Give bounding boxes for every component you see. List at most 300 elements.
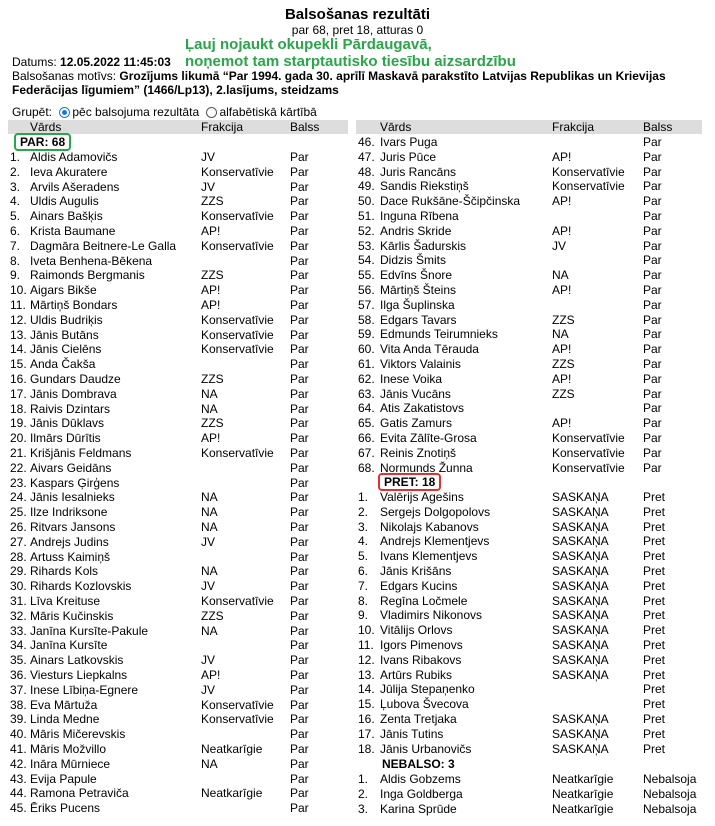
row-number: 2. bbox=[358, 786, 369, 801]
member-faction: Konservatīvie bbox=[201, 342, 274, 357]
member-name: Jānis Iesalnieks bbox=[30, 490, 115, 505]
member-vote: Par bbox=[290, 446, 309, 460]
row-number: 32. bbox=[10, 608, 27, 623]
member-faction: NA bbox=[201, 505, 218, 520]
member-name: Eva Mārtuža bbox=[30, 697, 98, 712]
member-name: Raivis Dzintars bbox=[30, 401, 111, 416]
member-vote: Par bbox=[290, 372, 309, 386]
member-name: Raimonds Bergmanis bbox=[30, 268, 145, 283]
par-count: PAR: 68 bbox=[14, 133, 71, 151]
member-name: Ivans Ribakovs bbox=[380, 652, 462, 667]
row-number: 38. bbox=[10, 697, 27, 712]
table-row bbox=[10, 387, 350, 402]
motive-text-cont: Federācijas līgumiem” (1466/Lp13), 2.lasījums, steidzams bbox=[12, 83, 339, 97]
table-row bbox=[358, 283, 704, 298]
member-faction: AP! bbox=[201, 283, 221, 298]
date-value: 12.05.2022 11:45:03 bbox=[60, 55, 171, 69]
row-number: 51. bbox=[358, 209, 375, 223]
row-number: 43. bbox=[10, 771, 27, 786]
member-faction: JV bbox=[201, 682, 216, 697]
col-faction-header: Frakcija bbox=[552, 120, 595, 134]
member-faction: JV bbox=[552, 238, 567, 253]
member-faction: NA bbox=[201, 386, 218, 401]
member-name: Iveta Benhena-Bēkena bbox=[30, 253, 153, 268]
table-row bbox=[358, 327, 704, 342]
member-vote: Par bbox=[643, 431, 662, 445]
row-number: 23. bbox=[10, 475, 27, 490]
member-faction: Konservatīvie bbox=[552, 179, 625, 194]
member-name: Ramona Petraviča bbox=[30, 786, 129, 801]
row-number: 55. bbox=[358, 268, 375, 283]
member-name: Gundars Daudze bbox=[30, 372, 121, 386]
member-vote: Par bbox=[290, 298, 309, 312]
table-row bbox=[358, 298, 704, 313]
member-vote: Par bbox=[643, 238, 662, 253]
row-number: 3. bbox=[10, 179, 21, 194]
member-name: Sandis Riekstiņš bbox=[380, 179, 469, 194]
member-name: Aivars Geidāns bbox=[30, 460, 112, 475]
member-faction: Neatkarīgie bbox=[552, 786, 614, 801]
table-row bbox=[358, 505, 704, 520]
table-row bbox=[358, 342, 704, 357]
group-by-result-radio[interactable] bbox=[59, 107, 70, 118]
page-title: Balsošanas rezultāti bbox=[284, 6, 431, 23]
row-number: 12. bbox=[358, 652, 375, 667]
row-number: 24. bbox=[10, 490, 27, 505]
row-number: 25. bbox=[10, 505, 27, 520]
group-alphabetical-radio[interactable] bbox=[206, 107, 217, 118]
table-row bbox=[10, 476, 350, 491]
table-row bbox=[10, 490, 350, 505]
row-number: 37. bbox=[10, 682, 27, 697]
member-vote: Par bbox=[290, 608, 309, 623]
member-name: Andrejs Judins bbox=[30, 534, 109, 549]
member-name: Jānis Tutins bbox=[380, 726, 444, 741]
member-faction: Konservatīvie bbox=[201, 238, 274, 253]
member-faction: ZZS bbox=[201, 194, 224, 209]
member-vote: Pret bbox=[643, 593, 666, 608]
group-par-header bbox=[14, 135, 71, 149]
member-vote: Par bbox=[643, 164, 662, 179]
member-vote: Par bbox=[643, 253, 662, 268]
table-row bbox=[10, 505, 350, 520]
member-vote: Pret bbox=[643, 741, 666, 756]
member-name: Didzis Šmits bbox=[380, 253, 447, 268]
table-row bbox=[10, 638, 350, 653]
table-row bbox=[358, 461, 704, 476]
group-nebalso-header bbox=[382, 757, 455, 771]
nebalso-count: NEBALSO: 3 bbox=[382, 757, 455, 771]
row-number: 6. bbox=[358, 564, 369, 578]
table-row bbox=[10, 150, 350, 165]
col-name-header: Vārds bbox=[380, 120, 412, 134]
col-vote-header: Balss bbox=[290, 120, 320, 134]
member-name: Inga Goldberga bbox=[380, 786, 463, 801]
member-faction: SASKAŅA bbox=[552, 608, 609, 623]
table-row bbox=[358, 727, 704, 742]
member-name: Vita Anda Tērauda bbox=[380, 342, 479, 357]
col-faction-header: Frakcija bbox=[201, 120, 244, 134]
member-name: Rihards Kozlovskis bbox=[30, 579, 132, 594]
member-name: Juris Pūce bbox=[380, 149, 437, 164]
table-row bbox=[10, 520, 350, 535]
member-name: Jānis Butāns bbox=[30, 327, 99, 342]
member-name: Vitālijs Orlovs bbox=[380, 623, 453, 638]
member-vote: Par bbox=[643, 371, 662, 386]
table-row bbox=[10, 535, 350, 550]
row-number: 35. bbox=[10, 653, 27, 668]
table-row bbox=[10, 165, 350, 180]
member-faction: SASKAŅA bbox=[552, 504, 609, 519]
row-number: 15. bbox=[10, 357, 27, 372]
member-vote: Pret bbox=[643, 638, 666, 652]
row-number: 39. bbox=[10, 712, 27, 727]
row-number: 50. bbox=[358, 194, 375, 209]
member-faction: NA bbox=[201, 564, 218, 579]
member-vote: Par bbox=[643, 386, 662, 401]
member-name: Regīna Ločmele bbox=[380, 593, 468, 608]
member-vote: Par bbox=[290, 268, 309, 283]
row-number: 10. bbox=[10, 283, 27, 298]
table-row bbox=[10, 328, 350, 343]
member-vote: Par bbox=[643, 149, 662, 164]
member-vote: Par bbox=[643, 297, 662, 312]
table-row bbox=[10, 727, 350, 742]
member-faction: ZZS bbox=[552, 357, 575, 371]
member-faction: JV bbox=[201, 653, 216, 668]
row-number: 14. bbox=[10, 342, 27, 357]
member-vote: Par bbox=[290, 697, 309, 712]
member-vote: Par bbox=[290, 668, 309, 682]
member-vote: Par bbox=[290, 209, 309, 224]
table-row bbox=[358, 564, 704, 579]
member-faction: SASKAŅA bbox=[552, 534, 609, 549]
row-number: 47. bbox=[358, 149, 375, 164]
table-row bbox=[10, 668, 350, 683]
member-name: Juris Rancāns bbox=[380, 164, 457, 179]
row-number: 16. bbox=[10, 372, 27, 386]
member-vote: Par bbox=[290, 756, 309, 771]
table-row bbox=[10, 209, 350, 224]
member-vote: Par bbox=[290, 475, 309, 490]
table-row bbox=[10, 224, 350, 239]
row-number: 30. bbox=[10, 579, 27, 594]
table-row bbox=[358, 416, 704, 431]
table-row bbox=[358, 179, 704, 194]
table-row bbox=[358, 712, 704, 727]
row-number: 1. bbox=[358, 772, 369, 786]
table-row bbox=[358, 253, 704, 268]
member-name: Aldis Adamovičs bbox=[30, 150, 118, 164]
table-row bbox=[10, 683, 350, 698]
member-name: Inguna Rībena bbox=[380, 209, 459, 223]
member-faction: ZZS bbox=[552, 386, 575, 401]
member-name: Atis Zakatistovs bbox=[380, 401, 465, 416]
member-faction: Konservatīvie bbox=[552, 460, 625, 475]
member-vote: Par bbox=[290, 283, 309, 298]
table-row bbox=[358, 194, 704, 209]
table-row bbox=[358, 638, 704, 653]
member-vote: Nebalsoja bbox=[643, 786, 697, 801]
member-name: Gatis Zamurs bbox=[380, 416, 453, 431]
member-name: Edvīns Šnore bbox=[380, 268, 453, 283]
row-number: 49. bbox=[358, 179, 375, 194]
member-faction: SASKAŅA bbox=[552, 667, 609, 682]
member-name: Kaspars Ģirģens bbox=[30, 475, 120, 490]
member-faction: NA bbox=[201, 520, 218, 534]
member-faction: SASKAŅA bbox=[552, 519, 609, 534]
row-number: 3. bbox=[358, 519, 369, 534]
vote-summary: par 68, pret 18, atturas 0 bbox=[291, 23, 424, 37]
table-row bbox=[10, 357, 350, 372]
date-line bbox=[12, 55, 171, 69]
row-number: 44. bbox=[10, 786, 27, 801]
annotation-line-2: noņemot tam starptautisko tiesību aizsardzību bbox=[185, 53, 516, 70]
motive-text: Grozījums likumā “Par 1994. gada 30. aprīlī Maskavā parakstīto Latvijas Republikas un Krievijas bbox=[119, 69, 666, 83]
row-number: 22. bbox=[10, 460, 27, 475]
member-faction: NA bbox=[201, 623, 218, 638]
member-faction: SASKAŅA bbox=[552, 638, 609, 652]
member-vote: Pret bbox=[643, 504, 666, 519]
member-faction: NA bbox=[552, 268, 569, 283]
member-vote: Par bbox=[290, 801, 309, 816]
member-vote: Pret bbox=[643, 534, 666, 549]
row-number: 16. bbox=[358, 712, 375, 726]
row-number: 17. bbox=[358, 726, 375, 741]
row-number: 46. bbox=[358, 135, 375, 149]
table-row bbox=[10, 372, 350, 387]
member-name: Rihards Kols bbox=[30, 564, 99, 579]
table-row bbox=[358, 534, 704, 549]
member-name: Viktors Valainis bbox=[380, 357, 461, 371]
member-faction: JV bbox=[201, 150, 216, 164]
table-row bbox=[358, 772, 704, 787]
table-row bbox=[10, 194, 350, 209]
member-name: Aigars Bikše bbox=[30, 283, 97, 298]
member-faction: JV bbox=[201, 534, 216, 549]
table-row bbox=[10, 786, 350, 801]
member-faction: AP! bbox=[552, 371, 572, 386]
member-vote: Par bbox=[290, 653, 309, 668]
table-row bbox=[358, 608, 704, 623]
member-faction: SASKAŅA bbox=[552, 726, 609, 741]
row-number: 6. bbox=[10, 224, 21, 238]
member-vote: Pret bbox=[643, 697, 666, 712]
member-name: Normunds Žunna bbox=[380, 460, 473, 475]
member-faction: Konservatīvie bbox=[201, 327, 274, 342]
member-faction: AP! bbox=[201, 431, 221, 446]
member-name: Ritvars Jansons bbox=[30, 520, 116, 534]
row-number: 26. bbox=[10, 520, 27, 534]
row-number: 13. bbox=[10, 327, 27, 342]
member-vote: Par bbox=[290, 194, 309, 209]
row-number: 31. bbox=[10, 594, 27, 608]
table-row bbox=[358, 653, 704, 668]
row-number: 65. bbox=[358, 416, 375, 431]
member-name: Reinis Znotiņš bbox=[380, 445, 457, 460]
member-faction: AP! bbox=[201, 224, 221, 238]
table-row bbox=[358, 490, 704, 505]
member-name: Karina Sprūde bbox=[380, 801, 457, 816]
member-vote: Par bbox=[290, 505, 309, 520]
row-number: 9. bbox=[358, 608, 369, 623]
table-row bbox=[10, 416, 350, 431]
member-faction: Konservatīvie bbox=[201, 697, 274, 712]
member-name: Sergejs Dolgopolovs bbox=[380, 504, 491, 519]
member-vote: Par bbox=[643, 135, 662, 149]
member-vote: Par bbox=[290, 786, 309, 801]
member-name: Janīna Kursīte bbox=[30, 638, 108, 653]
member-name: Dagmāra Beitnere-Le Galla bbox=[30, 238, 177, 253]
row-number: 3. bbox=[358, 801, 369, 816]
table-row bbox=[10, 757, 350, 772]
table-row bbox=[358, 401, 704, 416]
member-name: Janīna Kursīte-Pakule bbox=[30, 623, 149, 638]
member-vote: Par bbox=[290, 727, 309, 742]
row-number: 1. bbox=[10, 150, 21, 164]
member-faction: ZZS bbox=[201, 608, 224, 623]
row-number: 14. bbox=[358, 682, 375, 697]
member-faction: AP! bbox=[552, 149, 572, 164]
member-vote: Pret bbox=[643, 726, 666, 741]
table-row bbox=[358, 697, 704, 712]
member-vote: Par bbox=[643, 179, 662, 194]
member-faction: Neatkarīgie bbox=[201, 742, 263, 756]
member-vote: Par bbox=[290, 179, 309, 194]
member-vote: Par bbox=[290, 327, 309, 342]
member-name: Igors Pimenovs bbox=[380, 638, 463, 652]
member-vote: Par bbox=[290, 534, 309, 549]
group-alphabetical-label[interactable]: alfabētiskā kārtībā bbox=[219, 105, 317, 119]
member-name: Uldis Augulis bbox=[30, 194, 99, 209]
member-name: Jānis Cielēns bbox=[30, 342, 102, 357]
member-vote: Par bbox=[643, 223, 662, 238]
member-vote: Par bbox=[290, 771, 309, 786]
row-number: 12. bbox=[10, 312, 27, 327]
row-number: 27. bbox=[10, 534, 27, 549]
member-faction: SASKAŅA bbox=[552, 593, 609, 608]
member-name: Māris Možvillo bbox=[30, 742, 107, 756]
motive-line-2 bbox=[12, 83, 339, 97]
member-faction: ZZS bbox=[201, 268, 224, 283]
member-faction: Konservatīvie bbox=[552, 431, 625, 445]
member-name: Jūlija Stepaņenko bbox=[380, 682, 475, 697]
group-by-result-label[interactable]: pēc balsojuma rezultāta bbox=[72, 105, 200, 119]
row-number: 45. bbox=[10, 801, 27, 816]
row-number: 13. bbox=[358, 667, 375, 682]
table-row bbox=[10, 342, 350, 357]
member-name: Andrejs Klementjevs bbox=[380, 534, 490, 549]
table-row bbox=[10, 298, 350, 313]
member-faction: SASKAŅA bbox=[552, 490, 609, 504]
member-faction: ZZS bbox=[552, 312, 575, 327]
table-row bbox=[358, 224, 704, 239]
table-row bbox=[358, 742, 704, 757]
member-name: Valērijs Agešins bbox=[380, 490, 464, 504]
table-row bbox=[358, 549, 704, 564]
member-vote: Par bbox=[290, 164, 309, 179]
table-row bbox=[10, 431, 350, 446]
row-number: 15. bbox=[358, 697, 375, 712]
row-number: 18. bbox=[10, 401, 27, 416]
table-row bbox=[10, 446, 350, 461]
member-name: Linda Medne bbox=[30, 712, 100, 727]
row-number: 68. bbox=[358, 460, 375, 475]
member-vote: Par bbox=[290, 594, 309, 608]
row-number: 57. bbox=[358, 297, 375, 312]
row-number: 7. bbox=[10, 238, 21, 253]
member-name: Evita Zālīte-Grosa bbox=[380, 431, 477, 445]
table-row bbox=[358, 357, 704, 372]
table-row bbox=[10, 594, 350, 609]
row-number: 7. bbox=[358, 578, 369, 593]
row-number: 58. bbox=[358, 312, 375, 327]
row-number: 59. bbox=[358, 327, 375, 342]
member-vote: Par bbox=[290, 564, 309, 579]
row-number: 4. bbox=[358, 534, 369, 549]
table-header-right bbox=[356, 120, 702, 134]
row-number: 29. bbox=[10, 564, 27, 579]
member-faction: Neatkarīgie bbox=[552, 801, 614, 816]
member-faction: ZZS bbox=[201, 416, 224, 431]
row-number: 1. bbox=[358, 490, 369, 504]
member-vote: Nebalsoja bbox=[643, 801, 697, 816]
member-vote: Par bbox=[290, 342, 309, 357]
row-number: 63. bbox=[358, 386, 375, 401]
member-faction: ZZS bbox=[201, 372, 224, 386]
row-number: 64. bbox=[358, 401, 375, 416]
member-name: Uldis Budriķis bbox=[30, 312, 103, 327]
member-faction: NA bbox=[552, 327, 569, 342]
table-row bbox=[10, 564, 350, 579]
member-name: Ēriks Pucens bbox=[30, 801, 101, 816]
table-row bbox=[10, 239, 350, 254]
member-vote: Pret bbox=[643, 564, 666, 578]
row-number: 28. bbox=[10, 549, 27, 564]
member-vote: Pret bbox=[643, 519, 666, 534]
table-row bbox=[10, 268, 350, 283]
table-row bbox=[10, 698, 350, 713]
grouping-label: Grupēt: bbox=[12, 105, 53, 119]
row-number: 20. bbox=[10, 431, 27, 446]
member-name: Jānis Vucāns bbox=[380, 386, 451, 401]
motive-label: Balsošanas motīvs: bbox=[12, 69, 117, 83]
row-number: 41. bbox=[10, 742, 27, 756]
row-number: 4. bbox=[10, 194, 21, 209]
member-name: Krišjānis Feldmans bbox=[30, 446, 132, 460]
member-faction: AP! bbox=[201, 668, 221, 682]
row-number: 42. bbox=[10, 756, 27, 771]
table-row bbox=[10, 772, 350, 787]
member-name: Inese Lībiņa-Egnere bbox=[30, 682, 139, 697]
grouping-control bbox=[12, 105, 317, 119]
table-row bbox=[358, 431, 704, 446]
col-vote-header: Balss bbox=[643, 120, 673, 134]
row-number: 19. bbox=[10, 416, 27, 431]
member-vote: Pret bbox=[643, 549, 666, 564]
member-vote: Par bbox=[643, 342, 662, 357]
row-number: 52. bbox=[358, 223, 375, 238]
member-name: Evija Papule bbox=[30, 771, 97, 786]
table-row bbox=[10, 653, 350, 668]
table-row bbox=[358, 623, 704, 638]
table-row bbox=[10, 402, 350, 417]
member-name: Ilmārs Dūrītis bbox=[30, 431, 101, 446]
member-vote: Par bbox=[290, 253, 309, 268]
member-faction: Konservatīvie bbox=[201, 164, 274, 179]
col-name-header: Vārds bbox=[30, 120, 62, 134]
row-number: 9. bbox=[10, 268, 21, 283]
